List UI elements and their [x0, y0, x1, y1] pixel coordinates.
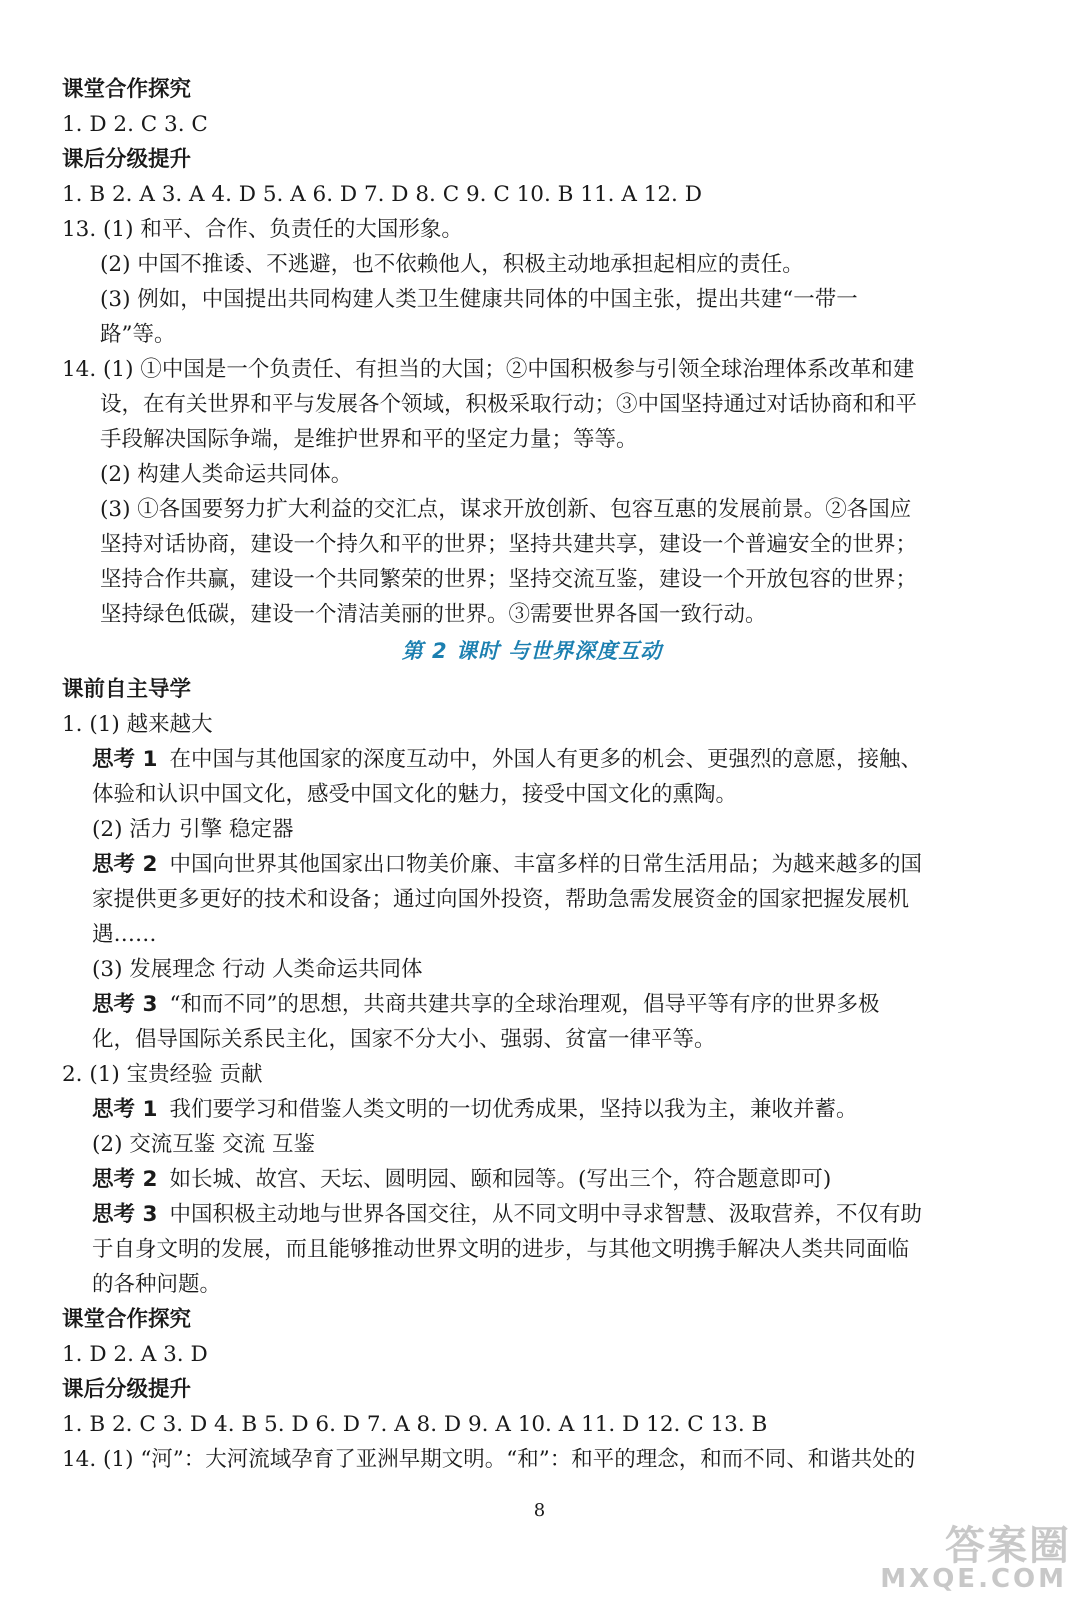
think-text: 如长城、故宫、天坛、圆明园、颐和园等。(写出三个，符合题意即可)	[169, 1167, 832, 1192]
think-text: 中国向世界其他国家出口物美价廉、丰富多样的日常生活用品；为越来越多的国	[169, 852, 922, 877]
think-line	[62, 987, 1002, 1022]
section-heading: 课前自主导学	[62, 677, 192, 702]
think-line	[62, 847, 1002, 882]
lesson-title: 第 2 课时 与世界深度互动	[401, 639, 663, 663]
answer-line: 体验和认识中国文化，感受中国文化的魅力，接受中国文化的熏陶。	[92, 782, 738, 807]
answer-line: 设，在有关世界和平与发展各个领域，积极采取行动；③中国坚持通过对话协商和和平	[100, 392, 918, 417]
think-label: 思考 1	[92, 747, 158, 772]
section-heading: 课堂合作探究	[62, 77, 192, 102]
answer-line: 14. (1) “河”：大河流域孕育了亚洲早期文明。“和”：和平的理念，和而不同、和谐共处的	[62, 1447, 916, 1472]
answer-line: 手段解决国际争端，是维护世界和平的坚定力量；等等。	[100, 427, 638, 452]
watermark-logo	[881, 1514, 1071, 1594]
answer-line: 于自身文明的发展，而且能够推动世界文明的进步，与其他文明携手解决人类共同面临	[92, 1237, 910, 1262]
think-label: 思考 3	[92, 992, 158, 1017]
answer-line: 1. B 2. A 3. A 4. D 5. A 6. D 7. D 8. C 9. C 10. B 11. A 12. D	[62, 182, 702, 207]
answer-line: (2) 活力 引擎 稳定器	[92, 817, 294, 842]
watermark-domain: MXQE.COM	[880, 1564, 1067, 1594]
section-heading: 课堂合作探究	[62, 1307, 192, 1332]
answer-page-content	[62, 72, 1002, 1477]
answer-line: 2. (1) 宝贵经验 贡献	[62, 1062, 263, 1087]
answer-line: 1. (1) 越来越大	[62, 712, 213, 737]
think-line	[62, 1092, 1002, 1127]
answer-line: 路”等。	[100, 322, 176, 347]
answer-line: 坚持合作共赢，建设一个共同繁荣的世界；坚持交流互鉴，建设一个开放包容的世界；	[100, 567, 918, 592]
answer-line: 遇……	[92, 922, 157, 947]
think-line	[62, 1162, 1002, 1197]
answer-line: (3) 发展理念 行动 人类命运共同体	[92, 957, 423, 982]
answer-line: (3) ①各国要努力扩大利益的交汇点，谋求开放创新、包容互惠的发展前景。②各国应	[100, 497, 912, 522]
answer-line: 的各种问题。	[92, 1272, 222, 1297]
answer-line: 1. B 2. C 3. D 4. B 5. D 6. D 7. A 8. D 9. A 10. A 11. D 12. C 13. B	[62, 1412, 768, 1437]
think-label: 思考 2	[92, 852, 158, 877]
answer-line: 坚持对话协商，建设一个持久和平的世界；坚持共建共享，建设一个普遍安全的世界；	[100, 532, 918, 557]
answer-line: (3) 例如，中国提出共同构建人类卫生健康共同体的中国主张，提出共建“一带一	[100, 287, 858, 312]
think-line	[62, 742, 1002, 777]
think-text: 中国积极主动地与世界各国交往，从不同文明中寻求智慧、汲取营养，不仅有助	[169, 1202, 922, 1227]
section-heading: 课后分级提升	[62, 1377, 192, 1402]
think-label: 思考 1	[92, 1097, 158, 1122]
think-line	[62, 1197, 1002, 1232]
answer-line: 坚持绿色低碳，建设一个清洁美丽的世界。③需要世界各国一致行动。	[100, 602, 767, 627]
answer-line: 1. D 2. A 3. D	[62, 1342, 208, 1367]
answer-line: 家提供更多更好的技术和设备；通过向国外投资，帮助急需发展资金的国家把握发展机	[92, 887, 910, 912]
think-label: 思考 3	[92, 1202, 158, 1227]
answer-line: 14. (1) ①中国是一个负责任、有担当的大国；②中国积极参与引领全球治理体系改革和建	[62, 357, 915, 382]
page-number: 8	[533, 1500, 546, 1521]
answer-line: 化，倡导国际关系民主化，国家不分大小、强弱、贫富一律平等。	[92, 1027, 716, 1052]
think-text: 在中国与其他国家的深度互动中，外国人有更多的机会、更强烈的意愿，接触、	[169, 747, 922, 772]
section-heading: 课后分级提升	[62, 147, 192, 172]
think-text: 我们要学习和借鉴人类文明的一切优秀成果，坚持以我为主，兼收并蓄。	[169, 1097, 858, 1122]
think-text: “和而不同”的思想，共商共建共享的全球治理观，倡导平等有序的世界多极	[169, 992, 880, 1017]
answer-line: (2) 交流互鉴 交流 互鉴	[92, 1132, 315, 1157]
answer-line: 13. (1) 和平、合作、负责任的大国形象。	[62, 217, 463, 242]
answer-line: 1. D 2. C 3. C	[62, 112, 208, 137]
answer-line: (2) 构建人类命运共同体。	[100, 462, 353, 487]
think-label: 思考 2	[92, 1167, 158, 1192]
answer-line: (2) 中国不推诿、不逃避，也不依赖他人，积极主动地承担起相应的责任。	[100, 252, 804, 277]
watermark-title: 答案圈	[945, 1523, 1071, 1569]
